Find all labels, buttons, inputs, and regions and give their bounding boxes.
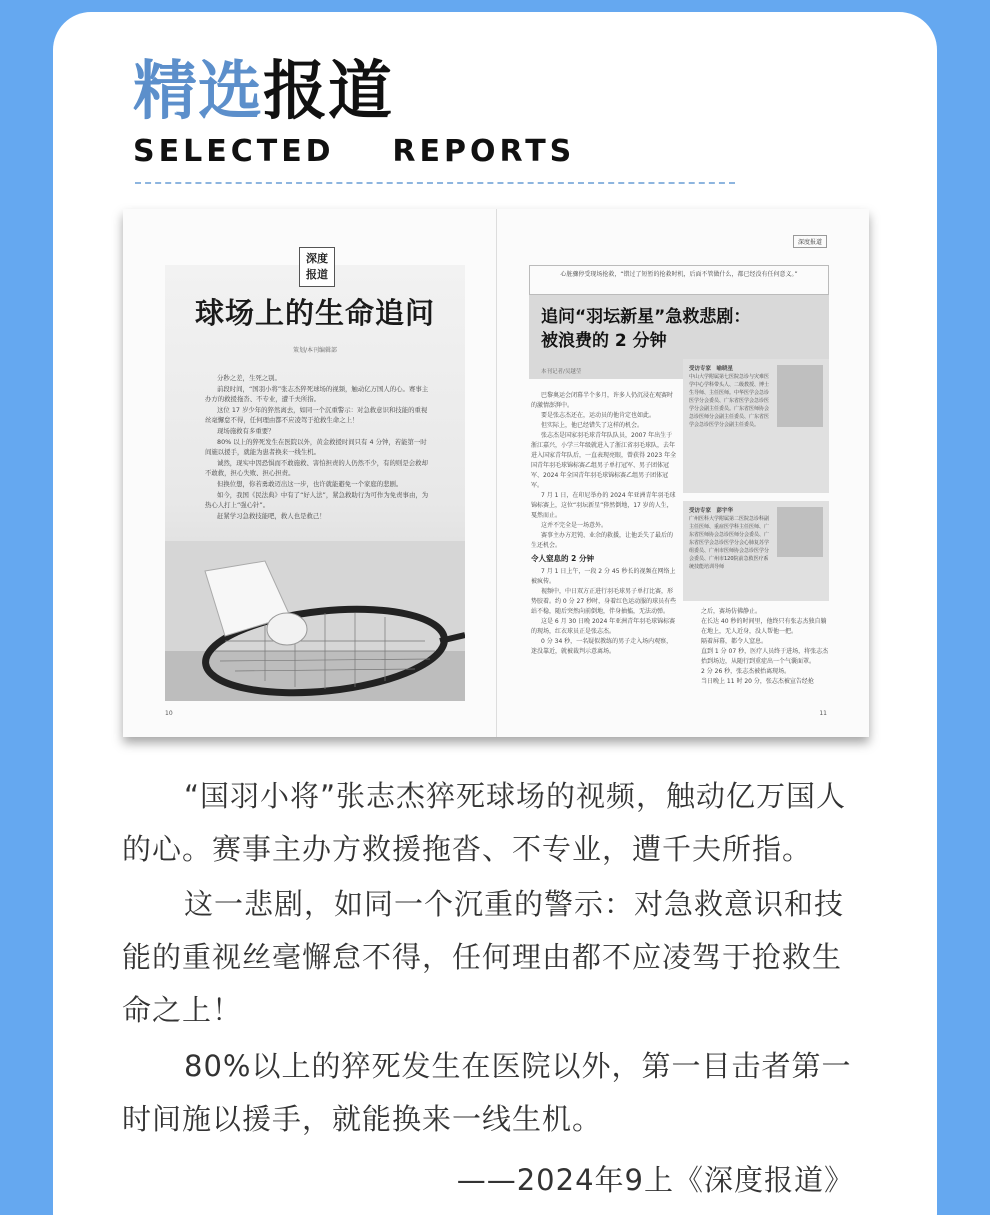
right-column-1 bbox=[531, 391, 677, 657]
section-title bbox=[133, 52, 393, 132]
left-paragraph: 赶紧学习急救技能吧，救人也是救己！ bbox=[217, 511, 326, 520]
right-column-2 bbox=[701, 607, 831, 687]
expert-1-bio: 中山大学附属第七医院急诊与灾难医学中心学科带头人、二级教授、博士生导师、主任医师。中华医学会急诊医学分会委员、广东省医学会急诊医学分会副主任委员。广东省医师协会急诊医师分会副主任委员、广东省医学会急诊医学分会副主任委员。 bbox=[689, 374, 770, 428]
left-paragraph: 这位 17 岁少年的猝然离去，如同一个沉重警示：对急救意识和技能的重视丝毫懈怠不得，任何理由都不应凌驾于抢救生命之上！ bbox=[205, 405, 428, 425]
dashed-divider bbox=[135, 182, 735, 184]
section-subtitle: SELECTED REPORTS bbox=[133, 134, 576, 169]
right-paragraph: 在长达 40 秒的时间里，他终只有张志杰独自躺在地上，无人近身，没人帮他一把。 bbox=[701, 618, 827, 635]
right-paragraph: 赛事主办方迟钝、业余的救援，让他丢失了最后的生还机会。 bbox=[531, 532, 674, 549]
expert-2-photo bbox=[777, 507, 823, 557]
source-citation: ——2024年9上《深度报道》 bbox=[456, 1163, 854, 1197]
right-paragraph: 7 月 1 日上午，一段 2 分 45 秒长的视频在网络上被疯传。 bbox=[531, 568, 676, 585]
body-paragraph-3: 80%以上的猝死发生在医院以外，第一目击者第一时间施以援手，就能换来一线生机。 bbox=[122, 1049, 852, 1136]
expert-1-label: 受访专家 喻晓星 bbox=[689, 366, 734, 372]
depth-report-tag-text: 深度 报道 bbox=[306, 252, 328, 281]
body-paragraph-2: 这一悲剧，如同一个沉重的警示：对急救意识和技能的重视丝毫懈怠不得，任何理由都不应凌驾于抢救生命之上！ bbox=[122, 887, 845, 1027]
expert-2-label: 受访专家 彭宇华 bbox=[689, 508, 734, 514]
right-paragraph: 这并不完全是一场意外。 bbox=[541, 522, 608, 529]
expert-1-photo bbox=[777, 365, 823, 427]
expert-2-info bbox=[689, 507, 771, 571]
magazine-left-page bbox=[123, 209, 496, 737]
right-paragraph: 0 分 34 秒，一名疑似教练的男子走入场内观察，迷没靠近，就被裁判示意离场。 bbox=[531, 638, 673, 655]
left-paragraph: 如今，我国《民法典》中有了“好人法”，紧急救助行为可作为免责事由，为热心人打上“强心针”。 bbox=[205, 490, 429, 510]
depth-report-tag bbox=[299, 247, 335, 287]
left-paragraph: 80% 以上的猝死发生在医院以外，黄金救援时间只有 4 分钟，若能第一时间施以援手，就能为患者换来一线生机。 bbox=[205, 437, 427, 457]
expert-2-bio: 广州医科大学附属第二医院急诊科副主任医师、重症医学科主任医师、广东省医师协会急诊医师分会委员、广东省医学会急诊医学分会心肺复苏学组委员、广州市医师协会急诊医学分会委员、广州市120院前急救医疗系统技能培训导师 bbox=[689, 516, 770, 570]
badminton-racket-shuttlecock-image bbox=[165, 541, 465, 701]
title-highlight: 精选 bbox=[133, 55, 263, 129]
right-headline bbox=[541, 305, 811, 353]
right-paragraph: 之后，赛场仿佛静止。 bbox=[701, 608, 762, 615]
left-page-body bbox=[205, 373, 433, 521]
left-page-number: 10 bbox=[165, 710, 173, 717]
magazine-spread-image bbox=[123, 209, 869, 737]
right-paragraph: 张志杰是国家羽毛球青年队队员，2007 年出生于浙江嘉兴，小学三年级就进入了浙江省羽毛球队，去年进入国家青年队后，一直表现亮眼，曾获得 2023 年全国青年羽毛球锦标赛乙组男子单打冠军、男子团体冠军、2024 年全国青年羽毛球锦标赛乙组男子团体冠军。 bbox=[531, 432, 677, 489]
right-paragraph: 7 月 1 日，在印尼举办的 2024 年亚洲青年羽毛球锦标赛上，这位“羽坛新星”猝然倒地，17 岁的人生，戛然而止。 bbox=[531, 492, 676, 519]
right-headline-line1: 追问“羽坛新星”急救悲剧： bbox=[541, 307, 751, 327]
right-paragraph: 直到 1 分 07 秒，医疗人员终于进场，将张志杰抬到场边，从随行到重症出一个气囊面罩。 bbox=[701, 648, 829, 665]
right-paragraph: 要是张志杰还在，运动员的他肯定也如此。 bbox=[541, 412, 656, 419]
right-paragraph: 视频中，中日双方正进行羽毛球男子单打比赛，形势胶着。约 0 分 27 秒时，身着红色运动服的球员有些站不稳，随后突然向前倒地，伴身抽搐，无法动弹。 bbox=[531, 588, 677, 615]
right-paragraph: 巴黎奥运会闭幕半个多月，许多人仍沉浸在观赛时的激情澎湃中。 bbox=[531, 392, 674, 409]
left-page-byline: 策划/本刊编辑部 bbox=[293, 347, 338, 354]
left-paragraph: 现场施救有多重要？ bbox=[217, 426, 275, 435]
right-page-number: 11 bbox=[819, 710, 827, 717]
right-pull-quote: 心脏骤停受现场抢救，“错过了短暂的抢救时机，后面不管做什么，都已经没有任何意义。” bbox=[529, 265, 829, 295]
body-paragraph-1: “国羽小将”张志杰猝死球场的视频，触动亿万国人的心。赛事主办方救援拖沓、不专业，遭千夫所指。 bbox=[122, 779, 847, 866]
right-paragraph: 当日晚上 11 时 20 分，张志杰被宣告经抢 bbox=[701, 678, 814, 685]
title-rest: 报道 bbox=[263, 55, 393, 129]
right-subheading: 令人窒息的 2 分钟 bbox=[531, 554, 594, 563]
expert-box-1 bbox=[683, 359, 829, 493]
right-paragraph: 2 分 26 秒，张志杰被抬离现场。 bbox=[701, 668, 791, 675]
left-paragraph: 分秒之差，生死之别。 bbox=[217, 374, 281, 382]
left-paragraph: 诚然，现实中因恐惧而不敢施救、害怕担责的人仍然不少，有的则是会救却不敢救，担心失败、担心担责。 bbox=[205, 458, 428, 478]
right-paragraph: 隔着屏幕，都令人窒息。 bbox=[701, 638, 768, 645]
magazine-right-page bbox=[496, 209, 869, 737]
right-paragraph: 但实际上，他已经错失了这样的机会。 bbox=[541, 422, 644, 429]
right-byline: 本刊记者/吴越莹 bbox=[541, 369, 582, 375]
right-headline-line2: 被浪费的 2 分钟 bbox=[541, 331, 667, 351]
expert-box-2 bbox=[683, 501, 829, 601]
left-paragraph: 前段时间，“国羽小将”张志杰猝死球场的视频，触动亿万国人的心。赛事主办方的救援拖沓、不专业，遭千夫所指。 bbox=[205, 384, 429, 404]
expert-1-info bbox=[689, 365, 771, 429]
left-page-headline: 球场上的生命追问 bbox=[194, 296, 435, 330]
right-section-tag: 深度报道 bbox=[793, 235, 827, 248]
left-paragraph: 但换位想，你若勇敢迈出这一步，也许就能避免一个家庭的悲剧。 bbox=[217, 479, 403, 488]
right-paragraph: 这是 6 月 30 日晚 2024 年亚洲青年羽毛球锦标赛的现场，红衣球员正是张志杰。 bbox=[531, 618, 676, 635]
